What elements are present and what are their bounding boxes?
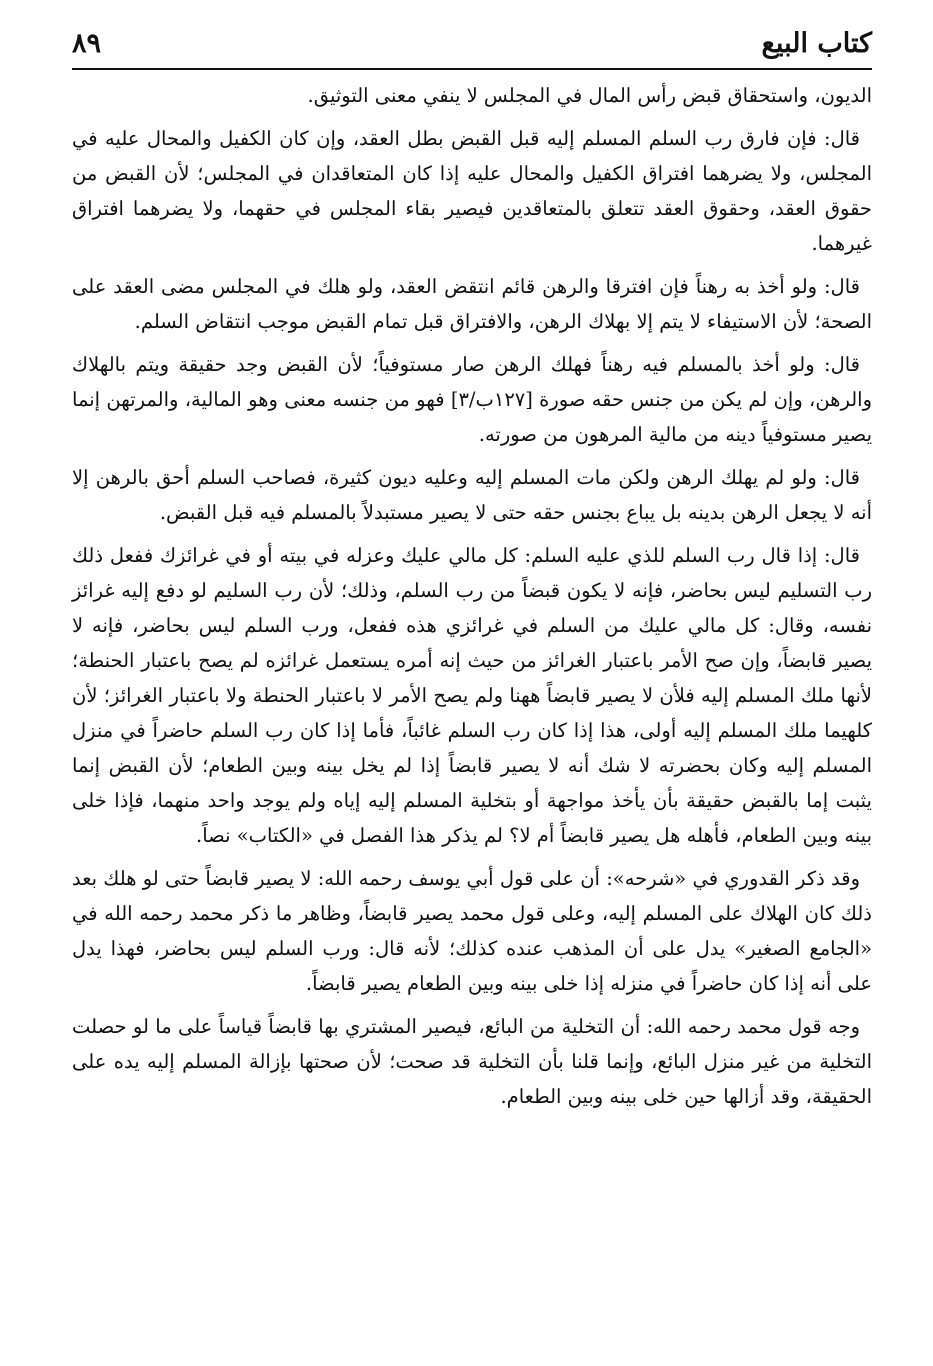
page-number: ٨٩: [72, 28, 102, 59]
page-body: [72, 78, 872, 1114]
paragraph-1: الديون، واستحقاق قبض رأس المال في المجلس لا ينفي معنى التوثيق.: [307, 84, 872, 107]
header-rule: [72, 68, 872, 70]
page-header: [72, 24, 872, 70]
paragraph-5: قال: ولو لم يهلك الرهن ولكن مات المسلم إليه وعليه ديون كثيرة، فصاحب السلم أحق بالرهن إلا أنه لا يجعل الرهن بدينه بل يباع بجنس حقه حتى لا يصير مستبدلاً بالمسلم فيه قبل القبض.: [72, 466, 872, 524]
paragraph-4: قال: ولو أخذ بالمسلم فيه رهناً فهلك الرهن صار مستوفياً؛ لأن القبض وجد حقيقة ويتم بالهلاك والرهن، وإن لم يكن من جنس حقه صورة [١٢٧ب/٣] فهو من جنسه معنى وهو المالية، والمرتهن إنما يصير مستوفياً دينه من مالية المرهون من صورته.: [72, 353, 872, 446]
paragraph-6: قال: إذا قال رب السلم للذي عليه السلم: كل مالي عليك وعزله في بيته أو في غرائزك ففعل ذلك رب التسليم ليس بحاضر، فإنه لا يكون قبضاً من رب السلم، وذلك؛ لأن رب السليم لو دفع إليه غرائز نفسه، وقال: كل مالي عليك من السلم في غرائزي هذه ففعل، ورب السلم ليس بحاضر، فإنه لا يصير قابضاً، وإن صح الأمر باعتبار الغرائز من حيث إنه أمره يستعمل غرائزه لم يصح باعتبار الحنطة؛ لأنها ملك المسلم إليه فلأن لا يصير قابضاً ههنا ولم يصح الأمر لا باعتبار الحنطة ولا باعتبار الغرائز؛ لأن كلهيما ملك المسلم إليه أولى، هذا إذا كان رب السلم غائباً، فأما إذا كان رب السلم حاضراً في منزل المسلم إليه وكان بحضرته لا شك أنه لا يصير قابضاً إذا لم يخل بينه وبين الطعام؛ لأن القبض إنما يثبت إما بالقبض حقيقة بأن يأخذ مواجهة أو بتخلية المسلم إليه إياه ولم يوجد واحد منهما، فإذا خلى بينه وبين الطعام، فأهله هل يصير قابضاً أم لا؟ لم يذكر هذا الفصل في «الكتاب» نصاً.: [72, 544, 872, 847]
paragraph-2: قال: فإن فارق رب السلم المسلم إليه قبل القبض بطل العقد، وإن كان الكفيل والمحال عليه في المجلس، ولا يضرهما افتراق الكفيل والمحال عليه إذا كان المتعاقدان في المجلس؛ لأن القبض من حقوق العقد، وحقوق العقد تتعلق بالمتعاقدين فيصير بقاء المجلس في حقهما، ولا يضرهما افتراق غيرهما.: [72, 127, 872, 255]
paragraph-7: وقد ذكر القدوري في «شرحه»: أن على قول أبي يوسف رحمه الله: لا يصير قابضاً حتى لو هلك بعد ذلك كان الهلاك على المسلم إليه، وعلى قول محمد يصير قابضاً، وظاهر ما ذكر محمد رحمه الله في «الجامع الصغير» يدل على أن المذهب عنده كذلك؛ لأنه قال: ورب السلم ليس بحاضر، فهذا يدل على أنه إذا كان حاضراً في منزله إذا خلى بينه وبين الطعام يصير قابضاً.: [72, 867, 872, 995]
paragraph-8: وجه قول محمد رحمه الله: أن التخلية من البائع، فيصير المشتري بها قابضاً قياساً على ما لو حصلت التخلية من غير منزل البائع، وإنما قلنا بأن التخلية قد صحت؛ لأن صحتها بإزالة المسلم إليه يده على الحقيقة، وقد أزالها حين خلى بينه وبين الطعام.: [72, 1015, 872, 1108]
running-title: كتاب البيع: [761, 28, 872, 59]
book-page: [72, 24, 872, 1344]
paragraph-3: قال: ولو أخذ به رهناً فإن افترقا والرهن قائم انتقض العقد، ولو هلك في المجلس مضى العقد على الصحة؛ لأن الاستيفاء لا يتم إلا بهلاك الرهن، والافتراق قبل تمام القبض موجب انتقاض السلم.: [72, 275, 872, 333]
